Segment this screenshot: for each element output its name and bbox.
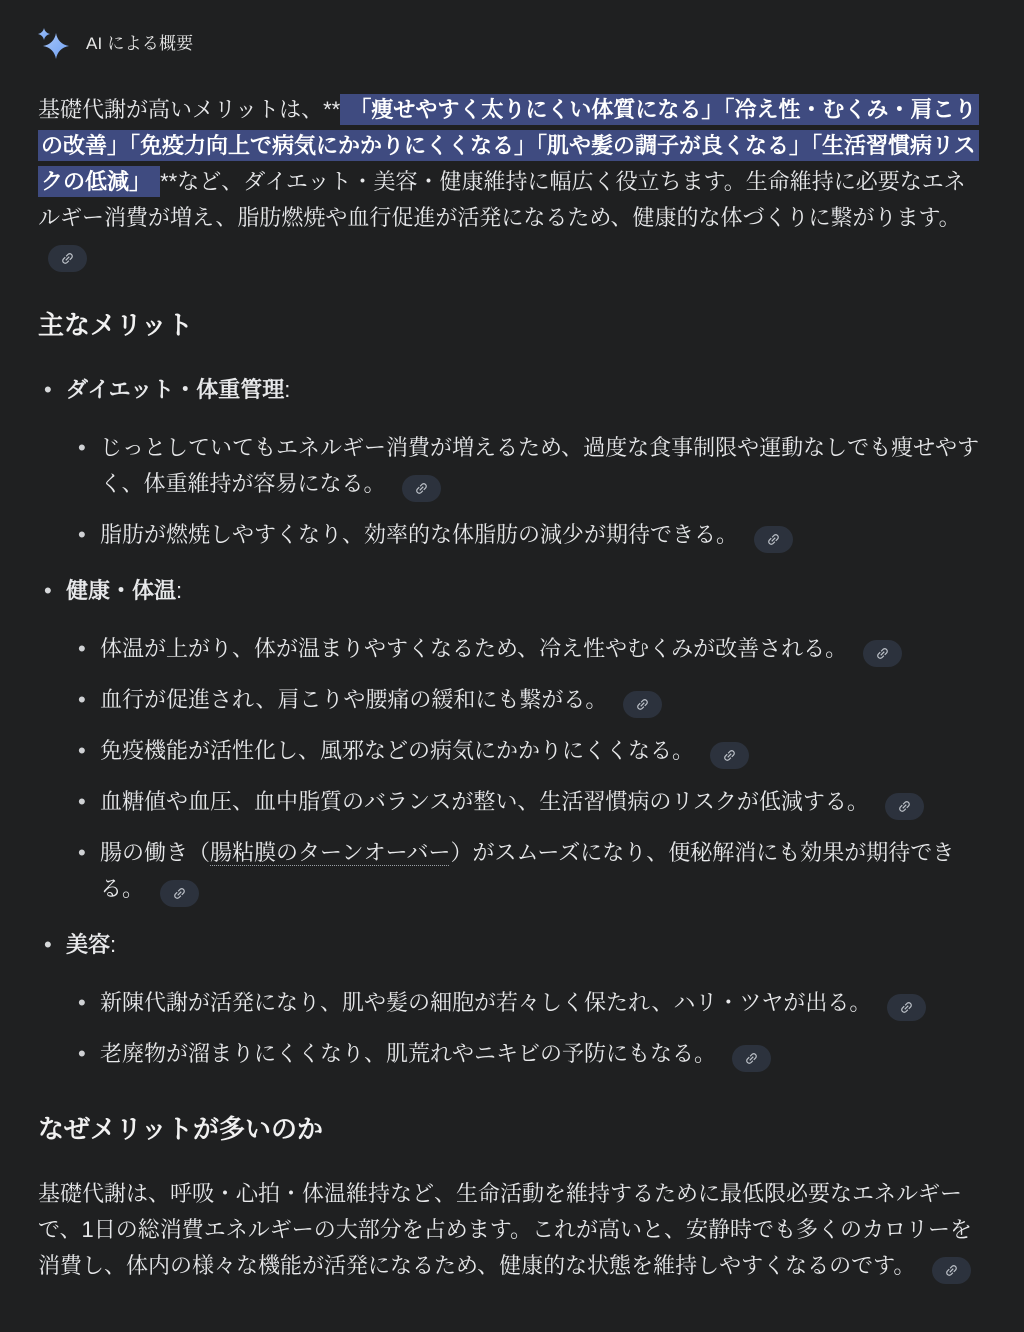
sub-list — [38, 430, 986, 553]
list-item — [38, 733, 986, 769]
group-heading — [38, 573, 986, 609]
list-item-text: 血糖値や血圧、血中脂質のバランスが整い、生活習慣病のリスクが低減する。 — [100, 789, 869, 814]
group-colon: : — [176, 578, 183, 603]
list-item-text: 血行が促進され、肩こりや腰痛の緩和にも繋がる。 — [100, 687, 608, 712]
list-item — [38, 517, 986, 553]
source-link-button[interactable] — [402, 475, 441, 502]
group-colon: : — [110, 932, 117, 957]
list-item-text-post: ）がスムーズになり、便秘解消にも効果が期待できる。 — [100, 840, 955, 901]
list-item-group-beauty — [38, 927, 986, 1072]
list-item — [38, 835, 986, 907]
link-icon — [897, 799, 912, 814]
group-heading — [38, 927, 986, 963]
sub-list — [38, 631, 986, 907]
link-icon — [60, 251, 75, 266]
group-colon: : — [284, 377, 291, 402]
list-item-text: 老廃物が溜まりにくくなり、肌荒れやニキビの予防にもなる。 — [100, 1041, 717, 1066]
link-icon — [944, 1263, 959, 1278]
list-item — [38, 682, 986, 718]
list-item-group-diet — [38, 372, 986, 553]
list-item — [38, 1036, 986, 1072]
merits-list — [38, 372, 986, 1072]
source-link-button[interactable] — [863, 640, 902, 667]
intro-paragraph — [38, 92, 986, 272]
highlighted-text: 「痩せやすく太りにくい体質になる」「冷え性・むくみ・肩こりの改善」「免疫力向上で病気にかかりにくくなる」「肌や髪の調子が良くなる」「生活習慣病リスクの低減」 — [38, 94, 979, 197]
list-item — [38, 784, 986, 820]
link-icon — [766, 532, 781, 547]
ai-sparkle-icon — [38, 28, 70, 60]
source-link-button[interactable] — [48, 245, 87, 272]
source-link-button[interactable] — [885, 793, 924, 820]
source-link-button[interactable] — [732, 1045, 771, 1072]
group-heading — [38, 372, 986, 408]
link-icon — [899, 1000, 914, 1015]
source-link-button[interactable] — [932, 1257, 971, 1284]
link-icon — [414, 481, 429, 496]
list-item — [38, 430, 986, 502]
group-label: 健康・体温 — [66, 578, 177, 603]
closing-paragraph — [38, 1176, 986, 1284]
list-item-text: じっとしていてもエネルギー消費が増えるため、過度な食事制限や運動なしでも痩せやすく、体重維持が容易になる。 — [100, 435, 980, 496]
list-item-text: 脂肪が燃焼しやすくなり、効率的な体脂肪の減少が期待できる。 — [100, 522, 739, 547]
intro-prefix: 基礎代謝が高いメリットは、** — [38, 97, 341, 122]
source-link-button[interactable] — [623, 691, 662, 718]
section-heading-merits: 主なメリット — [38, 310, 193, 340]
glossary-term-link[interactable]: 腸粘膜のターンオーバー — [210, 840, 451, 865]
list-item — [38, 985, 986, 1021]
closing-text: 基礎代謝は、呼吸・心拍・体温維持など、生命活動を維持するために最低限必要なエネルギーで、1日の総消費エネルギーの大部分を占めます。これが高いと、安静時でも多くのカロリーを消費し、体内の様々な機能が活発になるため、健康的な状態を維持しやすくなるのです。 — [38, 1181, 973, 1278]
link-icon — [744, 1051, 759, 1066]
list-item-text: 新陳代謝が活発になり、肌や髪の細胞が若々しく保たれ、ハリ・ツヤが出る。 — [100, 990, 872, 1015]
list-item-text: 免疫機能が活性化し、風邪などの病気にかかりにくくなる。 — [100, 738, 695, 763]
link-icon — [635, 697, 650, 712]
link-icon — [722, 748, 737, 763]
source-link-button[interactable] — [710, 742, 749, 769]
link-icon — [172, 886, 187, 901]
group-label: ダイエット・体重管理 — [66, 377, 285, 402]
list-item — [38, 631, 986, 667]
source-link-button[interactable] — [887, 994, 926, 1021]
source-link-button[interactable] — [754, 526, 793, 553]
list-item-text-pre: 腸の働き（ — [100, 840, 211, 865]
ai-overview-title: AI による概要 — [86, 34, 194, 53]
link-icon — [875, 646, 890, 661]
list-item-group-health — [38, 573, 986, 907]
intro-suffix: **など、ダイエット・美容・健康維持に幅広く役立ちます。生命維持に必要なエネルギー消費が増え、脂肪燃焼や血行促進が活発になるため、健康的な体づくりに繋がります。 — [38, 169, 966, 230]
source-link-button[interactable] — [160, 880, 199, 907]
list-item-text: 体温が上がり、体が温まりやすくなるため、冷え性やむくみが改善される。 — [100, 636, 848, 661]
group-label: 美容 — [66, 932, 111, 957]
sub-list — [38, 985, 986, 1072]
ai-overview-header — [38, 28, 986, 60]
section-heading-why: なぜメリットが多いのか — [38, 1114, 323, 1144]
